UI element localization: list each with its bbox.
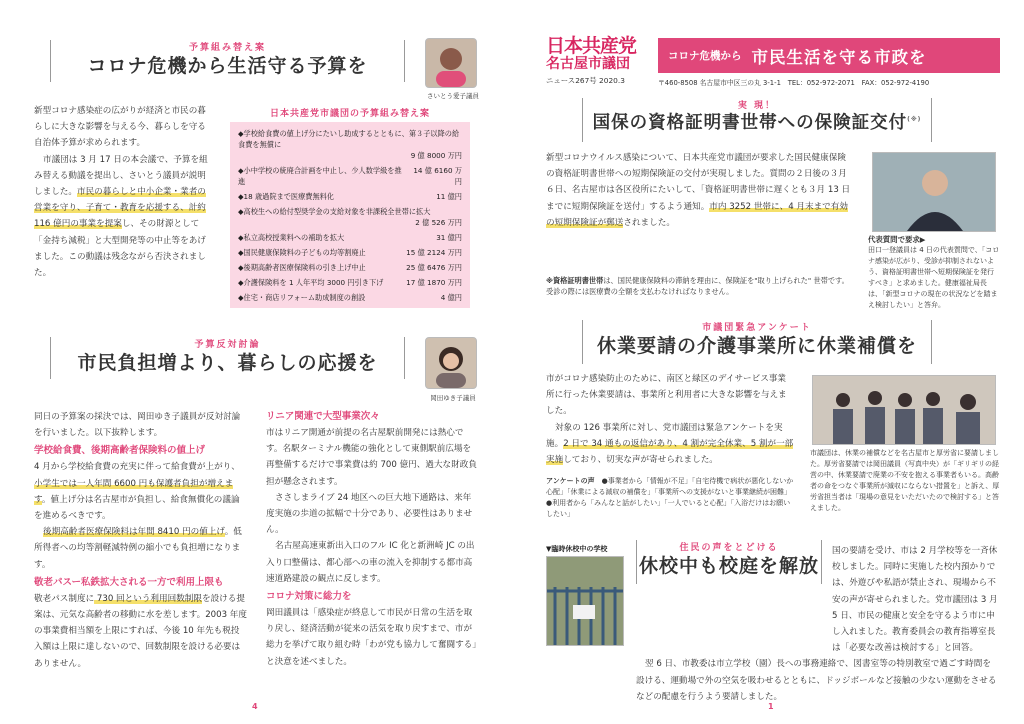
opp-intro: 同日の予算案の採決では、岡田ゆき子議員が反対討論を行いました。以下抜粋します。: [34, 412, 241, 439]
school-label: ▼臨時休校中の学校: [546, 545, 608, 553]
title-banner: [658, 38, 1000, 73]
amend-item: [238, 292, 462, 303]
okada-photo: [425, 337, 477, 389]
a3-para2: 翌 6 日、市教委は市立学校（園）長への事務連絡で、図書室等の特別教室で過ごす時間を設ける、運動場で外の空気を吸わせるとともに、ドッジボールなど接触の少ない運動をさせるなどの配慮を行うよう要請しました。: [636, 659, 997, 702]
a1-highlight: 市内 3252 世帯に、4 月末まで有効の短期保険証が郵送: [546, 201, 848, 228]
a1-tag: 実 現！: [737, 101, 777, 111]
a1-footnote: [546, 275, 852, 297]
school-photo: [546, 556, 624, 646]
taguchi-photo: [872, 152, 996, 232]
amend-item: [238, 165, 462, 187]
amend-item: [238, 128, 462, 161]
a2-header: [582, 320, 932, 364]
opp-col2: [266, 409, 478, 670]
a3-title: 休校中も校庭を解放: [638, 555, 819, 577]
a1-para-a: 新型コロナウイルス感染について、日本共産党市議団が要求した国民健康保険の資格証明書世帯への短期保険証の交付が実現しました。質問の２日後の３月６日、名古屋市は各区役所にたいして、「資格証明書世帯に遅くとも３月 13 日までに短期保険証を送付」するよう通知。: [546, 153, 851, 212]
opp-title: 市民負担増より、暮らしの応援を: [77, 352, 378, 374]
a1-title-text: 国保の資格証明書世帯への保険証交付: [592, 113, 908, 133]
a1-note: (※): [907, 116, 922, 124]
survey-head: アンケートの声: [546, 477, 595, 485]
sub3-b: ささしまライブ 24 地区への巨大地下通路は、来年度実施の歩道の拡幅で十分であり、必要性はありません。: [266, 492, 473, 536]
amend-para2-highlight: 市民の暮らしと中小企業・業者の営業を守り、子育て・教育を応援する、計約 116 億円の事業を提案: [34, 187, 206, 230]
masthead-issue: ニュース267号 2020.3: [546, 76, 625, 85]
amend-title: コロナ危機から生活守る予算を: [87, 55, 368, 77]
amend-item-amount: 2 億 526 万円: [415, 218, 462, 227]
amend-item-label: ◆18 歳過院まで医療費無料化: [238, 192, 335, 201]
photo3-head: 代表質問で要求▶: [868, 235, 926, 244]
amend-text: [34, 103, 214, 281]
sub2-b: を設ける提案は、元気な高齢者の移動に水を差します。2003 年度の事業費相当額を上限にすれば、今後 10 年先も税投入額は上限に達しないので、回数制限を設ける必要はありません。: [34, 593, 247, 669]
sub2-highlight: 730 回という利用回数制限: [94, 593, 202, 604]
amend-item-amount: 25 億 6476 万円: [406, 263, 462, 272]
a2-title: 休業要請の介護事業所に休業補償を: [596, 335, 917, 357]
a2-tag: 市議団緊急アンケート: [702, 323, 812, 333]
sub1-heading: 学校給食費、後期高齢者保険料の値上げ: [34, 445, 206, 457]
a2-para2-a: 対象の 126 事業所に対し、党市議団は緊急アンケートを実施。: [546, 422, 783, 449]
page-number-right: 1: [768, 702, 774, 711]
saito-photo: [425, 38, 477, 88]
sub3-a: 市はリニア開通が前提の名古屋駅前開発には熱心です。名駅ターミナル機能の強化として東側駅前広場を再整備するだけで事業費は約 700 億円、過大な財政負担が懸念されます。: [266, 428, 477, 487]
a3-para1: 国の要請を受け、市は 2 月学校等を一斉休校しました。同時に実施した校内預かりでは、外遊びや私語が禁止され、現場から不安の声が寄せられました。党市議団は 3 月 5 日、市民の健康と安全を守るよう市に申し入れました。教育委員会の教育指導室長は「必要な改善は検討する」と回答。: [832, 546, 998, 654]
amend-item-label: ◆住宅・商店リフォーム助成制度の創設: [238, 293, 366, 302]
person-portrait-icon: [426, 39, 476, 87]
amend-box: [230, 122, 470, 308]
sub3-c: 名古屋高速東新出入口のフル IC 化と新洲崎 JC の出入り口整備は、都心部への車の流入を抑制する都市高速道路建設の観点に反します。: [266, 541, 475, 584]
amend-box-title: 日本共産党市議団の予算組み替え案: [269, 109, 430, 119]
amend-item: [238, 206, 462, 228]
survey-body: ●事業者から「情報が不足」「自宅待機で病状が悪化しないか心配」「休業による減収の補償を」「事業所への支援がないと事業継続が困難」 ●利用者から「みんなと話がしたい」「一人でいると心配」「入浴だけはお願いしたい」: [546, 477, 794, 518]
taguchi-caption: [868, 234, 1000, 311]
amend-item: [238, 277, 462, 288]
amend-item-amount: 9 億 8000 万円: [410, 151, 462, 160]
amend-para2-b: し、その財源として「金持ち減税」と大型開発等の中止等をあげました。この動議は残念ながら否決されました。: [34, 219, 206, 279]
amend-item-amount: 17 億 1870 万円: [406, 278, 462, 287]
amend-item-amount: 31 億円: [436, 233, 462, 242]
sub3-heading: リニア関連で大型事業次々: [266, 411, 380, 422]
photo3-caption: 田口一登議員は 4 日の代表質問で、「コロナ感染が広がり、受診が抑制されないよう、資格証明書世帯へ短期保険証を発行すべき」と求めました。健康福祉局長は、「新型コロナの現在の状況などを踏まえ検討したい」と答弁。: [868, 246, 1000, 309]
sub1-highlight2: 後期高齢者医療保険料は年間 8410 円の値上げ: [43, 527, 225, 538]
amend-item: [238, 262, 462, 273]
amend-item: [238, 247, 462, 258]
saito-caption: さいとう愛子議員: [427, 92, 479, 100]
address-line: 〒460-8508 名古屋市中区三の丸 3-1-1 TEL：052-972-2071 FAX：052-972-4190: [658, 79, 930, 87]
opp-header: [50, 337, 405, 379]
a1-foot-text: は、国民健康保険料の滞納を理由に、保険証を"取り上げられた" 世帯です。受診の際には医療費の全額を支払わなければなりません。: [546, 276, 849, 296]
amend-item: [238, 232, 462, 243]
amend-item: [238, 191, 462, 202]
amend-item-label: ◆高校生への給付型奨学金の支給対象を非課税全世帯に拡大: [238, 207, 431, 216]
amend-item-amount: 4 億円: [440, 293, 462, 302]
masthead-council: 名古屋市議団: [546, 56, 630, 72]
a3-text: [636, 543, 998, 705]
a1-text: [546, 150, 854, 231]
okada-caption: 岡田ゆき子議員: [430, 394, 476, 402]
a2-highlight: 2 日で 34 通もの返信があり、4 割が完全休業、5 割が一部実施: [546, 438, 794, 466]
sub2-heading: 敬老パスー私鉄拡大される一方で利用上限も: [34, 576, 224, 588]
banner-big: 市民生活を守る市政を: [751, 47, 927, 67]
page-number-left: 4: [252, 702, 258, 711]
sub4-heading: コロナ対策に総力を: [266, 591, 352, 603]
survey-voices: [546, 476, 794, 520]
meeting-photo: [812, 375, 996, 445]
amend-item-amount: 14 億 6160 万円: [413, 166, 462, 186]
person-speaking-icon: [873, 153, 995, 231]
sub2-a: 敬老パス制度に: [34, 593, 95, 604]
amend-item-label: ◆国民健康保険料の子どもの均等割廃止: [238, 248, 366, 257]
sub1-c: 。低所得者への均等割軽減特例の縮小でも負担増になります。: [34, 527, 242, 570]
a2-para1: 市がコロナ感染防止のために、南区と緑区のデイサービス事業所に行った休業要請は、事業所と利用者に大きな影響を与えました。: [546, 374, 787, 417]
a1-title: [583, 113, 931, 134]
a2-para2-b: しており、切実な声が寄せられました。: [563, 455, 718, 466]
a2-text: [546, 371, 794, 468]
a1-foot-head: ※資格証明書世帯: [546, 276, 604, 285]
banner-small: コロナ危機から: [668, 50, 742, 62]
amend-header: [50, 40, 405, 82]
sub1-highlight: 小学生では一人年間 6600 円も保護者負担が増えます: [34, 478, 234, 505]
person-portrait-icon: [426, 338, 476, 388]
masthead-party: 日本共産党: [546, 35, 637, 57]
amend-item-label: ◆小中学校の統廃合計画を中止し、少人数学級を推進: [238, 166, 402, 186]
sub4-a: 岡田議員は「感染症が終息して市民が日常の生活を取り戻し、経済活動が従来の活気を取り戻すまで、市が総力を挙げて取り組む時「わが党も協力して奮闘する」と決意を述べました。: [266, 608, 477, 667]
amend-item-label: ◆私立高校授業料への補助を拡大: [238, 233, 345, 242]
amend-item-label: ◆介護保険料を 1 人年平均 3000 円引き下げ: [238, 278, 384, 287]
sub1-b: 。値上げ分は名古屋市が負担し、給食無償化の議論を進めるべきです。: [34, 494, 240, 522]
meeting-people-icon: [813, 376, 995, 444]
right-page: [512, 0, 1024, 724]
meeting-caption: 市議団は、休業の補償などを名古屋市と厚労省に要請しました。厚労省要請では岡田議員（写真中央）が「ギリギリの経営の中、休業要請で廃業の不安を抱える事業者もいる。高齢者の命をつなぐ事業所が減収にならない措置を」と訴え、厚労省担当者は「現場の意見をいただいたので検討する」と答えました。: [810, 449, 1000, 512]
amend-item-amount: 15 億 2124 万円: [406, 248, 462, 257]
amend-para2-a: 市議団は 3 月 17 日の本会議で、予算を組み替える動議を提出し、さいとう議員が説明しました。: [34, 154, 208, 198]
opp-tag: 予算反対討論: [194, 340, 261, 350]
amend-para1: 新型コロナ感染症の広がりが経済と市民の暮らしに大きな影響を与える今、暮らしを守る自治体予算が求められます。: [34, 106, 206, 149]
opp-col1: [34, 409, 248, 672]
amend-tag: 予算組み替え案: [188, 43, 266, 53]
masthead: [546, 36, 654, 86]
sub1-a: 4 月から学校給食費の充実に伴って給食費が上がり、: [34, 462, 240, 473]
a3-tag: 住民の声をとどける: [679, 543, 779, 553]
amend-item-label: ◆学校給食費の値上げ分にたいし助成するとともに、第３子以降の給食費を無償に: [238, 129, 460, 149]
amend-item-amount: 11 億円: [436, 192, 462, 201]
amend-item-label: ◆後期高齢者医療保険料の引き上げ中止: [238, 263, 366, 272]
school-gate-icon: [547, 557, 623, 645]
a1-para-b: されました。: [623, 217, 675, 228]
a1-header: [582, 98, 932, 142]
